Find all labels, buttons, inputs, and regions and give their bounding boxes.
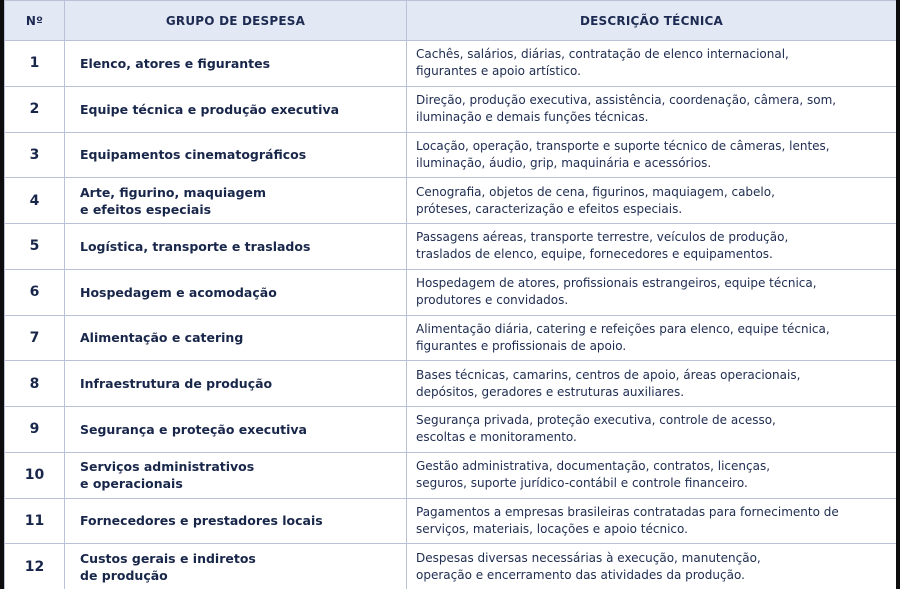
- row-number: 3: [5, 132, 65, 178]
- expense-group-text: Arte, figurino, maquiagem: [80, 184, 267, 200]
- expense-group-text: Logística, transporte e traslados: [80, 238, 311, 254]
- row-number: 5: [5, 224, 65, 270]
- technical-description-text: operação e encerramento das atividades da produção.: [416, 567, 745, 582]
- technical-description-text: Cachês, salários, diárias, contratação de elenco internacional,: [416, 47, 789, 62]
- technical-description-cell: [407, 544, 897, 589]
- row-number: 11: [5, 498, 65, 544]
- technical-description-text: serviços, materiais, locações e apoio técnico.: [416, 521, 688, 536]
- header-technical-description: DESCRIÇÃO TÉCNICA: [407, 1, 897, 41]
- row-number: 12: [5, 544, 65, 589]
- technical-description-text: seguros, suporte jurídico-contábil e controle financeiro.: [416, 476, 748, 491]
- expense-group-text: Fornecedores e prestadores locais: [80, 513, 323, 529]
- technical-description-text: depósitos, geradores e estruturas auxiliares.: [416, 384, 685, 399]
- expense-group-text: e operacionais: [80, 476, 183, 492]
- expense-group-cell: [65, 269, 407, 315]
- expense-group-cell: [65, 407, 407, 453]
- technical-description-cell: [407, 178, 897, 224]
- table-row: [5, 407, 897, 453]
- expense-group-text: Hospedagem e acomodação: [80, 284, 277, 300]
- table-row: [5, 315, 897, 361]
- technical-description-text: Alimentação diária, catering e refeições para elenco, equipe técnica,: [416, 321, 830, 336]
- row-number: 8: [5, 361, 65, 407]
- table-row: [5, 269, 897, 315]
- expense-group-cell: [65, 315, 407, 361]
- expense-group-cell: [65, 178, 407, 224]
- technical-description-text: figurantes e profissionais de apoio.: [416, 338, 627, 353]
- row-number: 9: [5, 407, 65, 453]
- expense-group-text: Infraestrutura de produção: [80, 376, 273, 392]
- technical-description-cell: [407, 132, 897, 178]
- technical-description-text: Hospedagem de atores, profissionais estrangeiros, equipe técnica,: [416, 276, 817, 291]
- technical-description-cell: [407, 86, 897, 132]
- expense-group-cell: [65, 498, 407, 544]
- technical-description-cell: [407, 498, 897, 544]
- row-number: 7: [5, 315, 65, 361]
- expense-group-text: Serviços administrativos: [80, 459, 255, 475]
- header-number: Nº: [5, 1, 65, 41]
- table-row: [5, 132, 897, 178]
- table-row: [5, 544, 897, 589]
- technical-description-text: figurantes e apoio artístico.: [416, 64, 581, 79]
- technical-description-text: Gestão administrativa, documentação, contratos, licenças,: [416, 459, 771, 474]
- header-expense-group: GRUPO DE DESPESA: [65, 1, 407, 41]
- technical-description-cell: [407, 361, 897, 407]
- technical-description-text: Pagamentos a empresas brasileiras contratadas para fornecimento de: [416, 504, 839, 519]
- expense-group-cell: [65, 224, 407, 270]
- table-body: [5, 41, 897, 589]
- expense-group-cell: [65, 132, 407, 178]
- expense-group-cell: [65, 361, 407, 407]
- expense-group-text: Segurança e proteção executiva: [80, 421, 307, 437]
- row-number: 2: [5, 86, 65, 132]
- expense-group-cell: [65, 452, 407, 498]
- row-number: 1: [5, 41, 65, 87]
- expense-group-text: Equipe técnica e produção executiva: [80, 101, 340, 117]
- technical-description-text: traslados de elenco, equipe, fornecedores e equipamentos.: [416, 247, 773, 262]
- technical-description-cell: [407, 452, 897, 498]
- expense-group-cell: [65, 544, 407, 589]
- table-row: [5, 41, 897, 87]
- technical-description-cell: [407, 407, 897, 453]
- row-number: 6: [5, 269, 65, 315]
- table-row: [5, 86, 897, 132]
- technical-description-text: Despesas diversas necessárias à execução, manutenção,: [416, 550, 761, 565]
- technical-description-text: iluminação, áudio, grip, maquinária e acessórios.: [416, 155, 712, 170]
- technical-description-cell: [407, 224, 897, 270]
- expense-group-text: e efeitos especiais: [80, 201, 212, 217]
- technical-description-text: Cenografia, objetos de cena, figurinos, maquiagem, cabelo,: [416, 184, 775, 199]
- expense-group-text: de produção: [80, 567, 168, 583]
- technical-description-text: iluminação e demais funções técnicas.: [416, 110, 649, 125]
- expense-group-cell: [65, 41, 407, 87]
- expense-group-text: Equipamentos cinematográficos: [80, 147, 307, 163]
- table-row: [5, 361, 897, 407]
- table-row: [5, 178, 897, 224]
- technical-description-text: escoltas e monitoramento.: [416, 430, 577, 445]
- row-number: 10: [5, 452, 65, 498]
- table-row: [5, 452, 897, 498]
- technical-description-text: produtores e convidados.: [416, 293, 569, 308]
- expense-groups-table: [4, 0, 897, 589]
- table-row: [5, 224, 897, 270]
- technical-description-cell: [407, 41, 897, 87]
- table-header: [5, 1, 897, 41]
- technical-description-text: próteses, caracterização e efeitos especiais.: [416, 201, 683, 216]
- row-number: 4: [5, 178, 65, 224]
- technical-description-cell: [407, 269, 897, 315]
- technical-description-text: Segurança privada, proteção executiva, controle de acesso,: [416, 413, 776, 428]
- technical-description-text: Direção, produção executiva, assistência, coordenação, câmera, som,: [416, 93, 837, 108]
- expense-group-text: Custos gerais e indiretos: [80, 550, 256, 566]
- technical-description-text: Locação, operação, transporte e suporte técnico de câmeras, lentes,: [416, 138, 830, 153]
- header-row: [5, 1, 897, 41]
- expense-group-cell: [65, 86, 407, 132]
- expense-group-text: Elenco, atores e figurantes: [80, 55, 271, 71]
- expense-group-text: Alimentação e catering: [80, 330, 244, 346]
- technical-description-cell: [407, 315, 897, 361]
- technical-description-text: Bases técnicas, camarins, centros de apoio, áreas operacionais,: [416, 367, 801, 382]
- technical-description-text: Passagens aéreas, transporte terrestre, veículos de produção,: [416, 230, 789, 245]
- table-row: [5, 498, 897, 544]
